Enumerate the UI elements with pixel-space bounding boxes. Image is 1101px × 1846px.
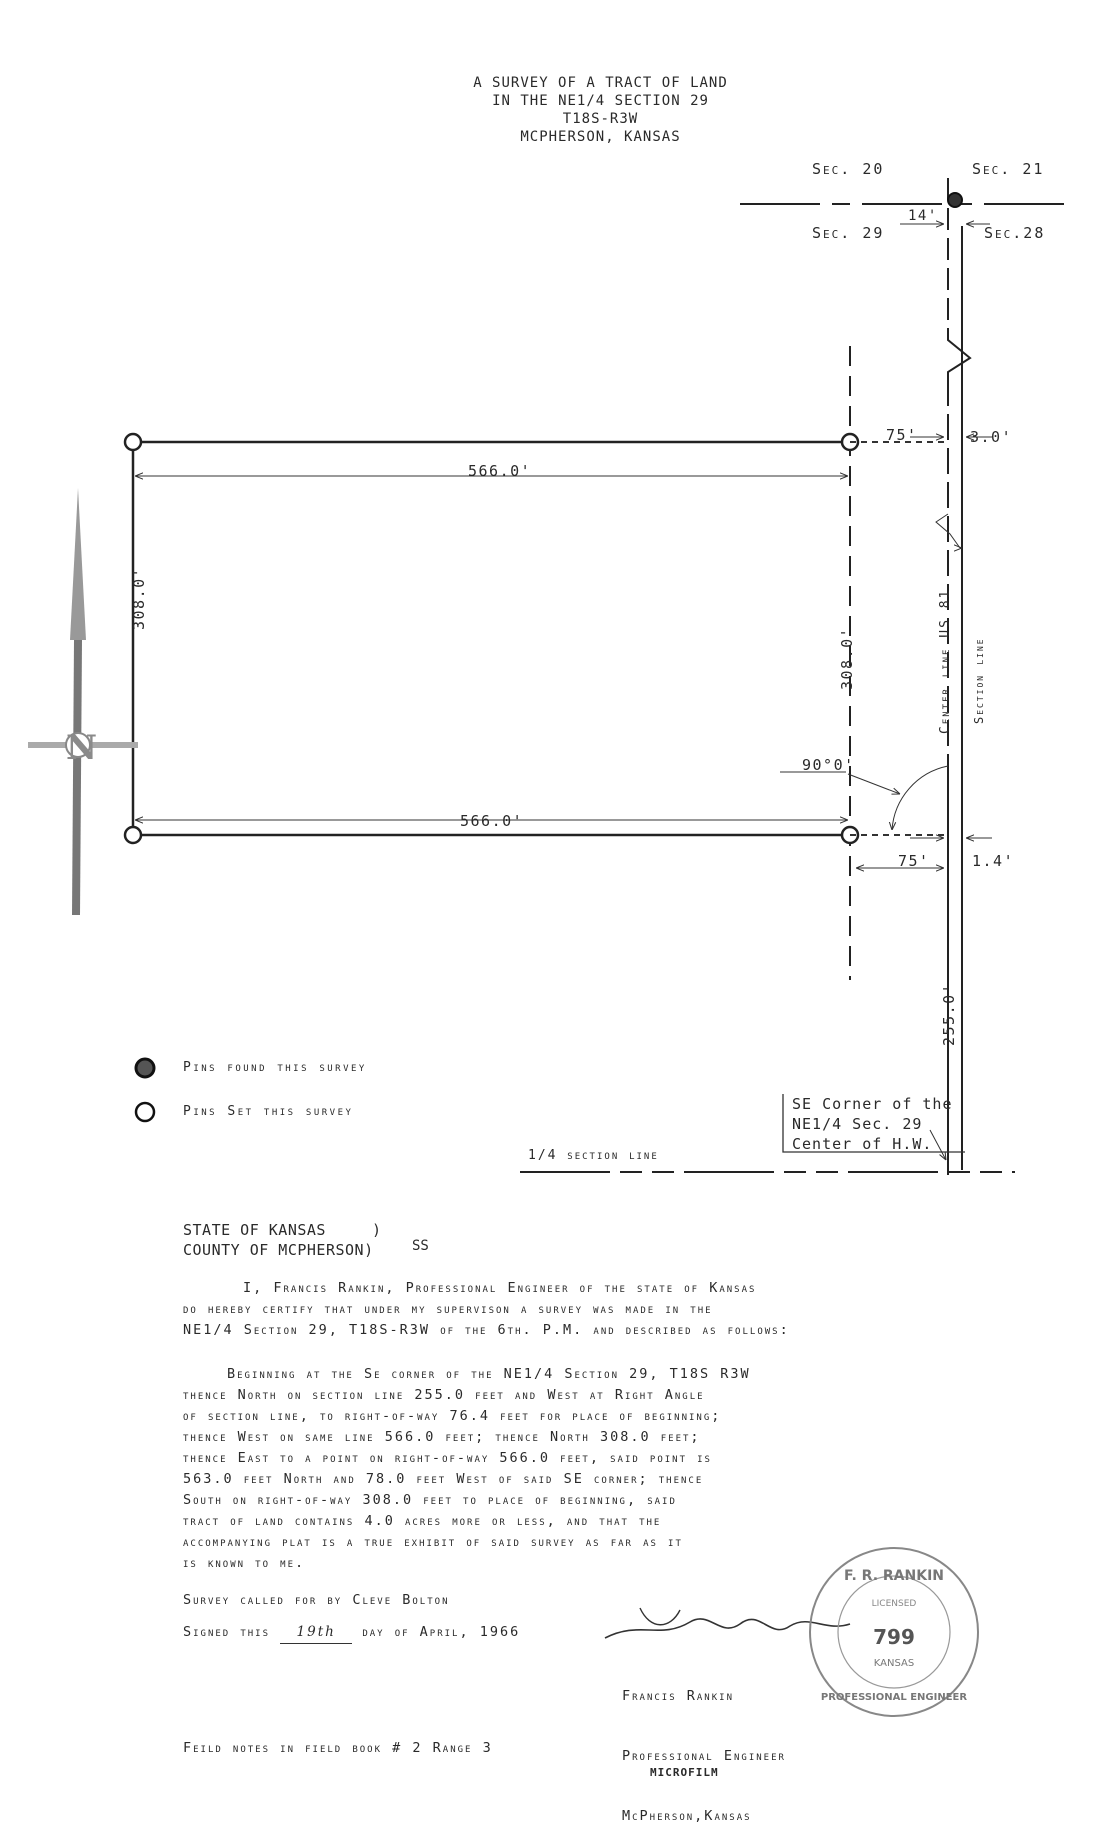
microfilm-stamp: MICROFILM (650, 1766, 719, 1779)
label-offset-south: 1.4' (972, 852, 1015, 870)
title-line-3: T18S-R3W (562, 111, 639, 127)
label-offset-14: 14' (908, 208, 938, 224)
label-row-south: 75' (898, 852, 930, 870)
label-sec-29: Sec. 29 (812, 224, 885, 242)
description-line-8: tract of land contains 4.0 acres more or less, and that the (183, 1513, 662, 1529)
signed-day: 19th (280, 1622, 352, 1644)
label-section-line: Section line (972, 637, 986, 724)
title-line-4: MCPHERSON, KANSAS (520, 129, 681, 145)
north-symbol: N (66, 728, 98, 768)
seal-number: 799 (873, 1625, 915, 1649)
label-section-line-length: 255.0' (940, 982, 958, 1046)
corner-label-line-2: NE1/4 Sec. 29 (792, 1115, 923, 1133)
dimension-lines (135, 437, 992, 1160)
corner-label-line-1: SE Corner of the (792, 1095, 953, 1113)
pins-set (125, 434, 858, 843)
venue-block (183, 1220, 382, 1260)
seal-bottom-text: PROFESSIONAL ENGINEER (820, 1692, 968, 1703)
survey-called-for: Survey called for by Cleve Bolton (183, 1592, 450, 1608)
label-sec-28: Sec.28 (984, 224, 1046, 242)
field-notes: Feild notes in field book # 2 Range 3 (183, 1740, 493, 1756)
venue-state: STATE OF KANSAS ) (183, 1221, 382, 1239)
label-sec-20: Sec. 20 (812, 160, 885, 178)
seal-top-text: F. R. RANKIN (843, 1568, 945, 1584)
label-offset-north: 3.0' (970, 428, 1013, 446)
tract-boundary (133, 442, 850, 835)
label-row-north: 75' (886, 426, 918, 444)
label-angle: 90°0' (802, 756, 855, 774)
seal-licensed: LICENSED (871, 1599, 917, 1609)
legend-found-icon (136, 1059, 154, 1077)
certificate-line-3: NE1/4 Section 29, T18S-R3W of the 6th. P.M. and described as follows: (183, 1322, 790, 1338)
pin-set-nw (125, 434, 141, 450)
signer-name: Francis Rankin (622, 1688, 734, 1704)
label-sec-21: Sec. 21 (972, 160, 1045, 178)
description-line-4: thence West on same line 566.0 feet; thence North 308.0 feet; (183, 1429, 701, 1445)
signer-title: Professional Engineer (622, 1748, 786, 1764)
seal-state: KANSAS (873, 1658, 915, 1669)
description-line-7: South on right-of-way 308.0 feet to place of beginning, said (183, 1492, 677, 1508)
corner-label (792, 1094, 953, 1154)
signed-date-line: Signed this 19th day of April, 1966 (183, 1622, 520, 1644)
label-north-length: 566.0' (468, 462, 532, 480)
description-line-9: accompanying plat is a true exhibit of said survey as far as it (183, 1534, 683, 1550)
description-line-5: thence East to a point on right-of-way 566.0 feet, said point is (183, 1450, 712, 1466)
pin-found-marker (948, 193, 962, 207)
section-corner-lines (740, 178, 1070, 1175)
venue-county: COUNTY OF MCPHERSON) (183, 1241, 374, 1259)
label-south-length: 566.0' (460, 812, 524, 830)
venue-ss: SS (412, 1238, 429, 1254)
signer-block (622, 1646, 786, 1846)
north-arrow-icon (28, 488, 138, 915)
corner-label-line-3: Center of H.W. (792, 1135, 933, 1153)
legend-found-text: Pins found this survey (183, 1060, 367, 1075)
description-line-6: 563.0 feet North and 78.0 feet West of said SE corner; thence (183, 1471, 704, 1487)
description-line-10: is known to me. (183, 1555, 306, 1571)
certificate-line-2: do hereby certify that under my supervison a survey was made in the (183, 1301, 713, 1317)
legend-set-icon (136, 1103, 154, 1121)
title-line-2: IN THE NE1/4 SECTION 29 (492, 93, 709, 109)
label-quarter-section-line: 1/4 section line (528, 1148, 659, 1163)
signer-city: McPherson,Kansas (622, 1808, 752, 1824)
pin-set-sw (125, 827, 141, 843)
label-east-length: 308.0' (838, 626, 856, 690)
description-line-2: thence North on section line 255.0 feet and West at Right Angle (183, 1387, 705, 1403)
label-center-line: Center line US 81 (938, 588, 953, 734)
label-west-length: 308.0' (130, 566, 148, 630)
title-line-1: A SURVEY OF A TRACT OF LAND (473, 75, 728, 91)
certificate-line-1: I, Francis Rankin, Professional Engineer of the state of Kansas (243, 1280, 757, 1296)
description-line-3: of section line, to right-of-way 76.4 feet for place of beginning; (183, 1408, 722, 1424)
legend-set-text: Pins Set this survey (183, 1104, 354, 1119)
engineer-seal (806, 1544, 982, 1720)
description-line-1: Beginning at the Se corner of the NE1/4 Section 29, T18S R3W (227, 1366, 751, 1382)
